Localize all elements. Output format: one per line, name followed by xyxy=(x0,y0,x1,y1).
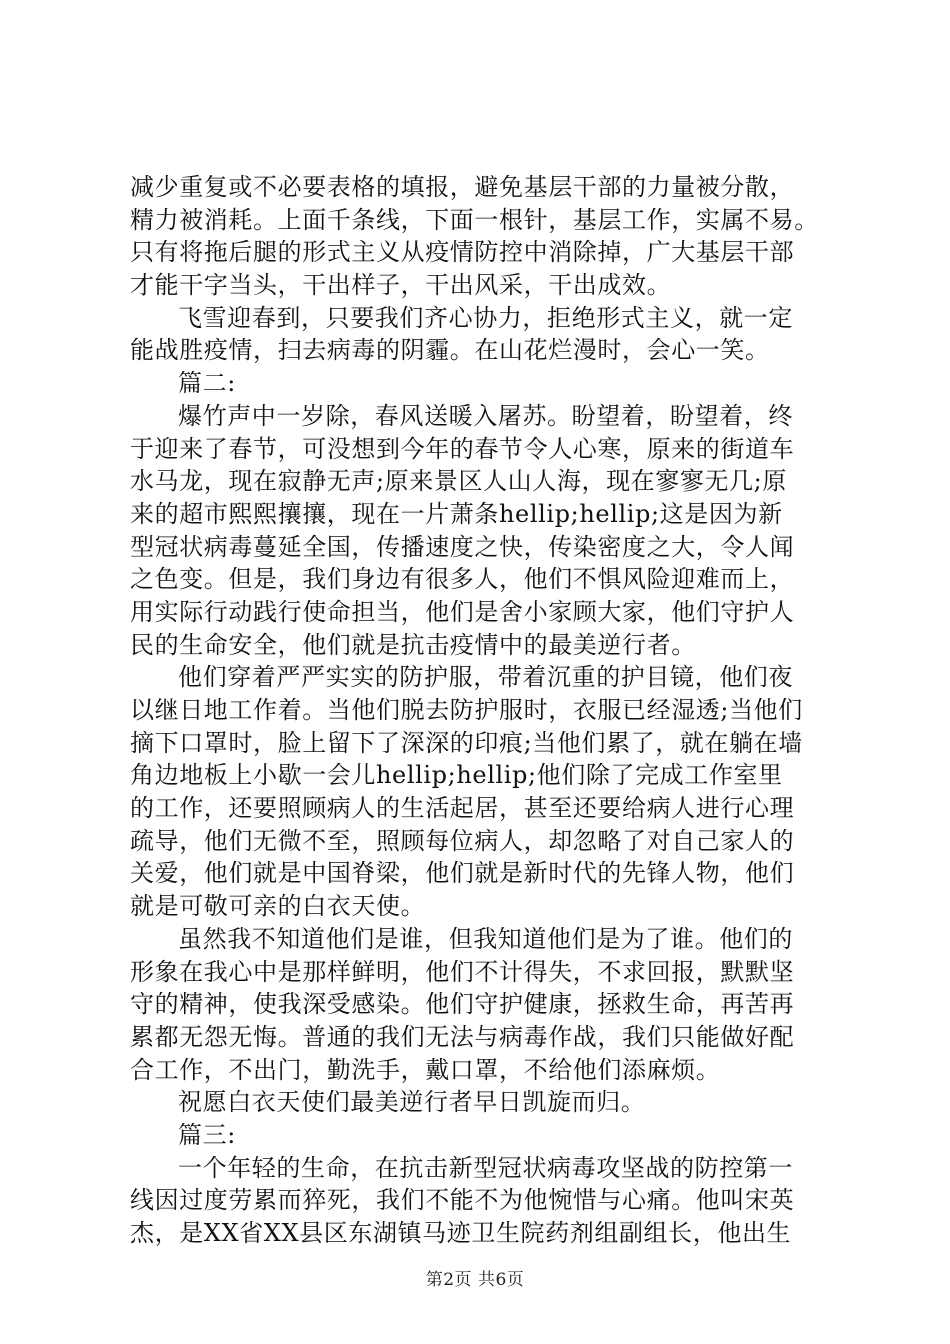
text-line: 来的超市熙熙攘攘，现在一片萧条hellip;hellip;这是因为新 xyxy=(130,499,783,528)
text-line: 杰，是XX省XX县区东湖镇马迹卫生院药剂组副组长，他出生 xyxy=(130,1219,792,1247)
text-line: 累都无怨无悔。普通的我们无法与病毒作战，我们只能做好配 xyxy=(130,1022,795,1051)
text-line: 民的生命安全，他们就是抗击疫情中的最美逆行者。 xyxy=(130,630,696,659)
text-line: 守的精神，使我深受感染。他们守护健康，拯救生命，再苦再 xyxy=(130,990,795,1019)
text-line: 飞雪迎春到，只要我们齐心协力，拒绝形式主义，就一定 xyxy=(178,303,793,332)
text-line: 疏导，他们无微不至，照顾每位病人，却忽略了对自己家人的 xyxy=(130,826,795,855)
text-line: 角边地板上小歇一会儿hellip;hellip;他们除了完成工作室里 xyxy=(130,761,783,790)
text-line: 摘下口罩时，脸上留下了深深的印痕;当他们累了，就在躺在墙 xyxy=(130,728,803,757)
text-line: 形象在我心中是那样鲜明，他们不计得失，不求回报，默默坚 xyxy=(130,957,795,986)
text-line: 关爱，他们就是中国脊梁，他们就是新时代的先锋人物，他们 xyxy=(130,859,795,888)
text-line: 才能干字当头，干出样子，干出风采，干出成效。 xyxy=(130,271,672,300)
text-line: 型冠状病毒蔓延全国，传播速度之快，传染密度之大，令人闻 xyxy=(130,532,795,561)
text-line: 篇三: xyxy=(178,1120,236,1149)
text-line: 合工作，不出门，勤洗手，戴口罩，不给他们添麻烦。 xyxy=(130,1055,721,1084)
document-body xyxy=(130,171,830,1250)
text-line: 的工作，还要照顾病人的生活起居，甚至还要给病人进行心理 xyxy=(130,794,795,823)
text-line: 用实际行动践行使命担当，他们是舍小家顾大家，他们守护人 xyxy=(130,597,795,626)
text-line: 就是可敬可亲的白衣天使。 xyxy=(130,892,426,921)
text-line: 篇二: xyxy=(178,369,236,398)
text-line: 水马龙，现在寂静无声;原来景区人山人海，现在寥寥无几;原 xyxy=(130,467,787,496)
text-line: 于迎来了春节，可没想到今年的春节令人心寒，原来的街道车 xyxy=(130,434,795,463)
page-number-footer: 第2页 共6页 xyxy=(425,1270,525,1290)
text-line: 只有将拖后腿的形式主义从疫情防控中消除掉，广大基层干部 xyxy=(130,238,795,267)
text-line: 之色变。但是，我们身边有很多人，他们不惧风险迎难而上， xyxy=(130,565,795,594)
text-line: 能战胜疫情，扫去病毒的阴霾。在山花烂漫时，会心一笑。 xyxy=(130,336,770,365)
text-line: 祝愿白衣天使们最美逆行者早日凯旋而归。 xyxy=(178,1088,646,1117)
text-line: 一个年轻的生命，在抗击新型冠状病毒攻坚战的防控第一 xyxy=(178,1153,793,1182)
text-line: 他们穿着严严实实的防护服，带着沉重的护目镜，他们夜 xyxy=(178,663,793,692)
text-line: 精力被消耗。上面千条线，下面一根针，基层工作，实属不易。 xyxy=(130,205,819,234)
text-line: 以继日地工作着。当他们脱去防护服时，衣服已经湿透;当他们 xyxy=(130,696,803,724)
text-line: 爆竹声中一岁除，春风送暖入屠苏。盼望着，盼望着，终 xyxy=(178,401,793,430)
text-line: 虽然我不知道他们是谁，但我知道他们是为了谁。他们的 xyxy=(178,924,793,953)
text-line: 线因过度劳累而猝死，我们不能不为他惋惜与心痛。他叫宋英 xyxy=(130,1186,795,1215)
text-line: 减少重复或不必要表格的填报，避免基层干部的力量被分散， xyxy=(130,173,795,201)
